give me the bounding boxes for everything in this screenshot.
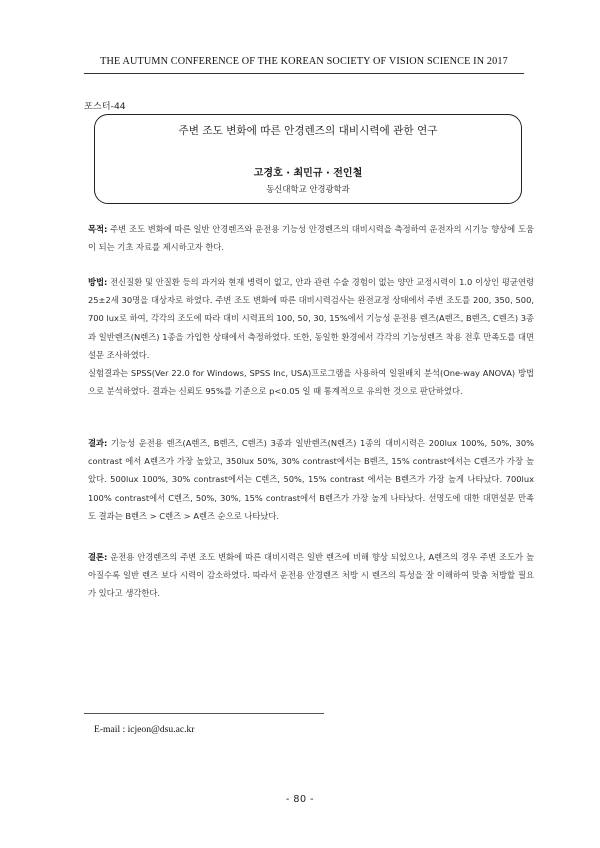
purpose-label: 목적: bbox=[88, 224, 108, 234]
paper-title: 주변 조도 변화에 따른 안경렌즈의 대비시력에 관한 연구 bbox=[178, 125, 438, 137]
results-label: 결과: bbox=[88, 438, 108, 448]
conclusion-text: 운전용 안경렌즈의 주변 조도 변화에 따른 대비시력은 일반 렌즈에 비해 향상 되었으나, A렌즈의 경우 주변 조도가 높아질수록 일반 렌즈 보다 시력이 감소하였다. 따라서 운전용 안경렌즈 처방 시 렌즈의 특성을 잘 이해하여 맞춤 처방할 필요가 있다고 생각한다. bbox=[88, 552, 534, 599]
footnote-email: E-mail : icjeon@dsu.ac.kr bbox=[94, 724, 195, 735]
results-text: 기능성 운전용 렌즈(A렌즈, B렌즈, C렌즈) 3종과 일반렌즈(N렌즈) 1종의 대비시력은 200lux 100%, 50%, 30% contrast 에서 A렌즈가 가장 높았고, 350lux 50%, 30% contrast에서는 B렌즈, 15% contrast에서는 C렌즈가 가장 높았다. 500lux 100%, 30% contrast에서는 C렌즈, 50%, 15% contrast 에서는 B렌즈가 가장 높게 나타났다. 700lux 100% contrast에서 C렌즈, 50%, 30%, 15% contrast에서 B렌즈가 가장 높게 나타났다. 선명도에 대한 대면설문 만족도 결과는 B렌즈 > C렌즈 > A렌즈 순으로 나타났다. bbox=[88, 438, 534, 521]
header-divider bbox=[84, 73, 524, 74]
section-purpose bbox=[88, 220, 534, 256]
method-label: 방법: bbox=[88, 277, 108, 287]
page-number: - 80 - bbox=[285, 794, 315, 805]
purpose-text: 주변 조도 변화에 따른 일반 안경렌즈와 운전용 기능성 안경렌즈의 대비시력을 측정하여 운전자의 시기능 향상에 도움이 되는 기초 자료를 제시하고자 한다. bbox=[88, 224, 534, 253]
section-method bbox=[88, 273, 534, 400]
method-text: 전신질환 및 안질환 등의 과거와 현재 병력이 없고, 안과 관련 수술 경험이 없는 양안 교정시력이 1.0 이상인 평균연령 25±2세 30명을 대상자로 하였다. 주변 조도 변화에 따른 대비시력검사는 완전교정 상태에서 주변 조도를 200, 350, 500, 700 lux로 하여, 각각의 조도에 따라 대비 시력표의 100, 50, 30, 15%에서 기능성 운전용 렌즈(A렌즈, B렌즈, C렌즈) 3종과 일반렌즈(N렌즈) 1종을 가입한 상태에서 측정하였다. 또한, 동일한 환경에서 각각의 기능성렌즈 착용 전후 만족도를 대면설문 조사하였다. bbox=[88, 277, 534, 360]
section-results bbox=[88, 434, 534, 525]
section-conclusion bbox=[88, 548, 534, 603]
title-box bbox=[94, 114, 522, 204]
authors: 고경호 · 최민규 · 전인철 bbox=[253, 168, 363, 179]
method-analysis-text: 실험결과는 SPSS(Ver 22.0 for Windows, SPSS Inc, USA)프로그램을 사용하여 일원배치 분석(One-way ANOVA) 방법으로 분석하였다. 결과는 신뢰도 95%를 기준으로 p<0.05 일 때 통계적으로 유의한 것으로 판단하였다. bbox=[88, 368, 534, 397]
poster-number: 포스터-44 bbox=[84, 101, 126, 112]
conference-header: THE AUTUMN CONFERENCE OF THE KOREAN SOCIETY OF VISION SCIENCE IN 2017 bbox=[100, 56, 508, 67]
footnote-divider bbox=[84, 713, 324, 714]
affiliation: 동신대학교 안경광학과 bbox=[266, 184, 350, 194]
conclusion-label: 결론: bbox=[88, 552, 108, 562]
